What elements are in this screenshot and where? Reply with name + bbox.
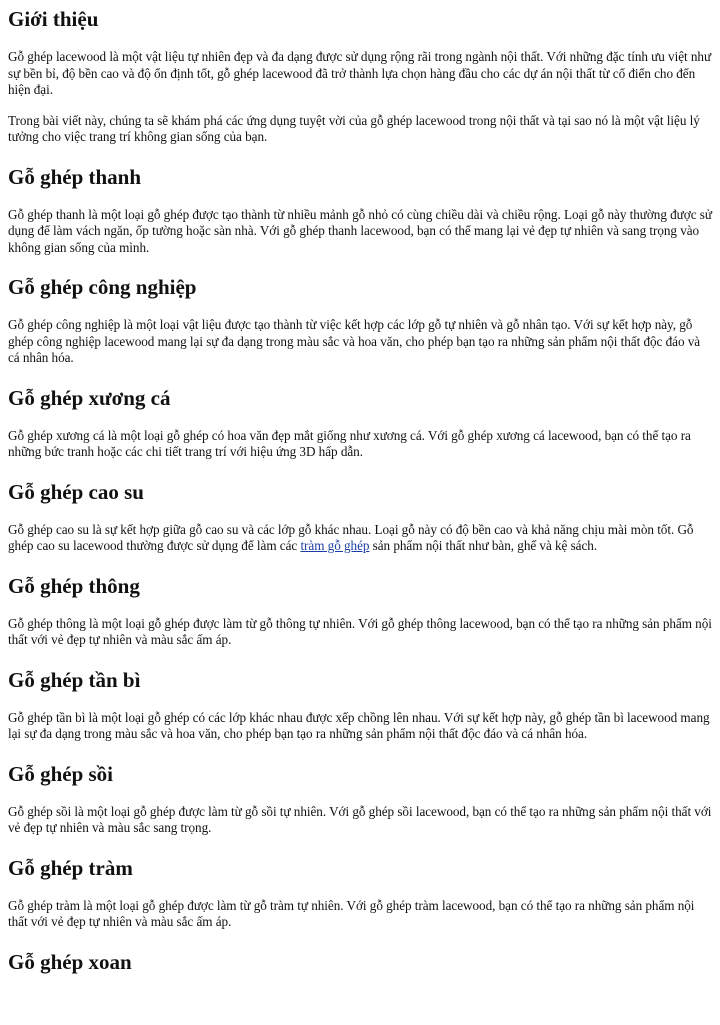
paragraph-text-after-link: sản phẩm nội thất như bàn, ghế và kệ sách. [369, 538, 598, 553]
paragraph-go-ghep-cao-su [8, 522, 712, 555]
paragraph-go-ghep-tram: Gỗ ghép tràm là một loại gỗ ghép được làm từ gỗ tràm tự nhiên. Với gỗ ghép tràm lacewood, bạn có thể tạo ra những sản phẩm nội thất với vẻ đẹp tự nhiên và màu sắc ấm áp. [8, 897, 695, 929]
heading-gioi-thieu: Giới thiệu [8, 7, 99, 31]
paragraph-go-ghep-soi: Gỗ ghép sồi là một loại gỗ ghép được làm từ gỗ sồi tự nhiên. Với gỗ ghép sồi lacewood, bạn có thể tạo ra những sản phẩm nội thất với vẻ đẹp tự nhiên và màu sắc sang trọng. [8, 803, 712, 835]
heading-go-ghep-thong: Gỗ ghép thông [8, 573, 140, 598]
paragraph-intro-2: Trong bài viết này, chúng ta sẽ khám phá các ứng dụng tuyệt vời của gỗ ghép lacewood trong nội thất và tại sao nó là một vật liệu lý tưởng cho việc trang trí không gian sống của bạn. [8, 112, 700, 144]
paragraph-go-ghep-thong: Gỗ ghép thông là một loại gỗ ghép được làm từ gỗ thông tự nhiên. Với gỗ ghép thông lacewood, bạn có thể tạo ra những sản phẩm nội thất với vẻ đẹp tự nhiên và màu sắc ấm áp. [8, 615, 712, 647]
paragraph-intro-1: Gỗ ghép lacewood là một vật liệu tự nhiên đẹp và đa dạng được sử dụng rộng rãi trong ngành nội thất. Với những đặc tính ưu việt như sự bền bỉ, độ bền cao và độ ổn định tốt, gỗ ghép lacewood đã trở thành lựa chọn hàng đầu cho các dự án nội thất từ cổ điển cho đến hiện đại. [8, 49, 712, 97]
document-page [0, 7, 712, 974]
heading-go-ghep-cong-nghiep: Gỗ ghép công nghiệp [8, 275, 197, 299]
heading-go-ghep-cao-su: Gỗ ghép cao su [8, 479, 144, 504]
paragraph-go-ghep-tan-bi: Gỗ ghép tần bì là một loại gỗ ghép có các lớp khác nhau được xếp chồng lên nhau. Với sự kết hợp này, gỗ ghép tần bì lacewood mang lại sự đa dạng trong màu sắc và hoa văn, cho phép bạn tạo ra những sản phẩm nội thất độc đáo và cá nhân hóa. [8, 709, 710, 741]
heading-go-ghep-tan-bi: Gỗ ghép tần bì [8, 667, 141, 692]
heading-go-ghep-tram: Gỗ ghép tràm [8, 855, 133, 880]
link-tram-go-ghep[interactable]: tràm gỗ ghép [300, 538, 370, 553]
heading-go-ghep-soi: Gỗ ghép sồi [8, 761, 114, 786]
heading-go-ghep-thanh: Gỗ ghép thanh [8, 164, 142, 189]
paragraph-go-ghep-cong-nghiep: Gỗ ghép công nghiệp là một loại vật liệu được tạo thành từ việc kết hợp các lớp gỗ tự nhiên và gỗ nhân tạo. Với sự kết hợp này, gỗ ghép công nghiệp lacewood mang lại sự đa dạng trong màu sắc và hoa văn, cho phép bạn tạo ra những sản phẩm nội thất độc đáo và cá nhân hóa. [8, 317, 701, 365]
heading-go-ghep-xoan: Gỗ ghép xoan [8, 949, 132, 974]
heading-go-ghep-xuong-ca: Gỗ ghép xương cá [8, 385, 171, 410]
paragraph-go-ghep-thanh: Gỗ ghép thanh là một loại gỗ ghép được tạo thành từ nhiều mảnh gỗ nhỏ có cùng chiều dài và chiều rộng. Loại gỗ này thường được sử dụng để làm vách ngăn, ốp tường hoặc sàn nhà. Với gỗ ghép thanh lacewood, bạn có thể mang lại vẻ đẹp tự nhiên và sang trọng vào không gian sống của mình. [8, 206, 712, 255]
paragraph-text-before-link: Gỗ ghép cao su là sự kết hợp giữa gỗ cao su và các lớp gỗ khác nhau. Loại gỗ này có độ bền cao và khả năng chịu mài mòn tốt. Gỗ ghép cao su lacewood thường được sử dụng để làm các [8, 521, 694, 553]
paragraph-go-ghep-xuong-ca: Gỗ ghép xương cá là một loại gỗ ghép có hoa văn đẹp mắt giống như xương cá. Với gỗ ghép xương cá lacewood, bạn có thể tạo ra những bức tranh hoặc các chi tiết trang trí với hiệu ứng 3D hấp dẫn. [8, 427, 691, 459]
